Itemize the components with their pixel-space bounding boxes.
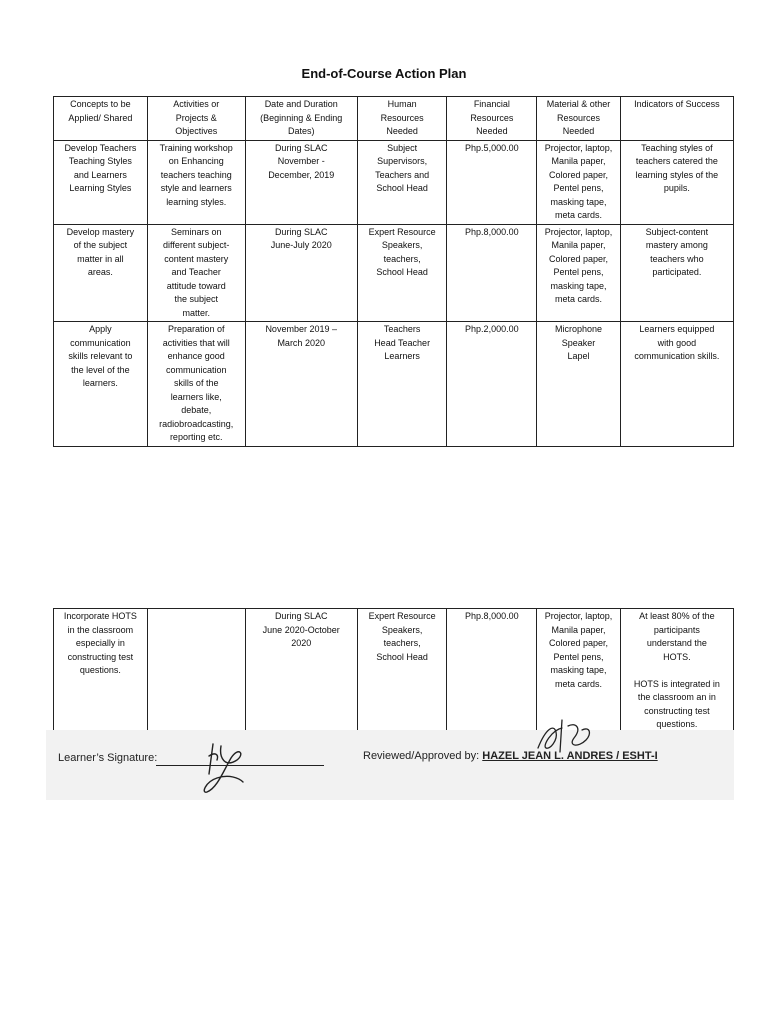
learner-signature-mark — [195, 738, 255, 796]
cell-date: During SLAC June 2020-October 2020 — [245, 609, 357, 734]
header-materials: Material & other Resources Needed — [537, 97, 621, 141]
table-row — [54, 140, 734, 224]
cell-indicators: Teaching styles of teachers catered the learning styles of the pupils. — [620, 140, 733, 224]
cell-materials: Projector, laptop, Manila paper, Colored paper, Pentel pens, masking tape, meta cards. — [537, 140, 621, 224]
action-plan-table — [53, 96, 734, 447]
signature-strip — [46, 730, 734, 800]
cell-activity: Seminars on different subject- content mastery and Teacher attitude toward the subject matter. — [147, 224, 245, 322]
cell-activity — [147, 609, 245, 734]
action-plan-table-continued — [53, 608, 734, 734]
cell-concept: Incorporate HOTS in the classroom especially in constructing test questions. — [54, 609, 148, 734]
cell-activity: Preparation of activities that will enhance good communication skills of the learners like, debate, radiobroadcasting, reporting etc. — [147, 322, 245, 447]
header-financial-resources: Financial Resources Needed — [447, 97, 537, 141]
cell-human-resources: Teachers Head Teacher Learners — [357, 322, 447, 447]
cell-financial: Php.2,000.00 — [447, 322, 537, 447]
cell-concept: Apply communication skills relevant to the level of the learners. — [54, 322, 148, 447]
table-header-row — [54, 97, 734, 141]
table-row — [54, 322, 734, 447]
cell-indicators: Learners equipped with good communication skills. — [620, 322, 733, 447]
table-row — [54, 609, 734, 734]
cell-date: During SLAC November - December, 2019 — [245, 140, 357, 224]
reviewed-label: Reviewed/Approved by: — [363, 750, 480, 762]
header-activities: Activities or Projects & Objectives — [147, 97, 245, 141]
header-date: Date and Duration (Beginning & Ending Dates) — [245, 97, 357, 141]
cell-human-resources: Expert Resource Speakers, teachers, School Head — [357, 224, 447, 322]
cell-indicators: At least 80% of the participants understand the HOTS. HOTS is integrated in the classroom an in constructing test questions. — [620, 609, 733, 734]
cell-materials: Microphone Speaker Lapel — [537, 322, 621, 447]
cell-activity: Training workshop on Enhancing teachers teaching style and learners learning styles. — [147, 140, 245, 224]
cell-materials: Projector, laptop, Manila paper, Colored paper, Pentel pens, masking tape, meta cards. — [537, 609, 621, 734]
cell-concept: Develop Teachers Teaching Styles and Learners Learning Styles — [54, 140, 148, 224]
learner-signature-label: Learner’s Signature: — [58, 752, 158, 764]
cell-date: November 2019 – March 2020 — [245, 322, 357, 447]
header-indicators: Indicators of Success — [620, 97, 733, 141]
cell-financial: Php.8,000.00 — [447, 609, 537, 734]
cell-concept: Develop mastery of the subject matter in all areas. — [54, 224, 148, 322]
cell-materials: Projector, laptop, Manila paper, Colored paper, Pentel pens, masking tape, meta cards. — [537, 224, 621, 322]
table-row — [54, 224, 734, 322]
document-title: End-of-Course Action Plan — [301, 66, 467, 81]
cell-indicators: Subject-content mastery among teachers who participated. — [620, 224, 733, 322]
cell-financial: Php.5,000.00 — [447, 140, 537, 224]
reviewer-signature-mark — [532, 718, 602, 758]
reviewed-approved — [363, 750, 658, 762]
cell-financial: Php.8,000.00 — [447, 224, 537, 322]
header-human-resources: Human Resources Needed — [357, 97, 447, 141]
cell-human-resources: Subject Supervisors, Teachers and School Head — [357, 140, 447, 224]
reviewer-name: HAZEL JEAN L. ANDRES / ESHT-I — [482, 750, 658, 762]
cell-human-resources: Expert Resource Speakers, teachers, School Head — [357, 609, 447, 734]
cell-date: During SLAC June-July 2020 — [245, 224, 357, 322]
header-concepts: Concepts to be Applied/ Shared — [54, 97, 148, 141]
